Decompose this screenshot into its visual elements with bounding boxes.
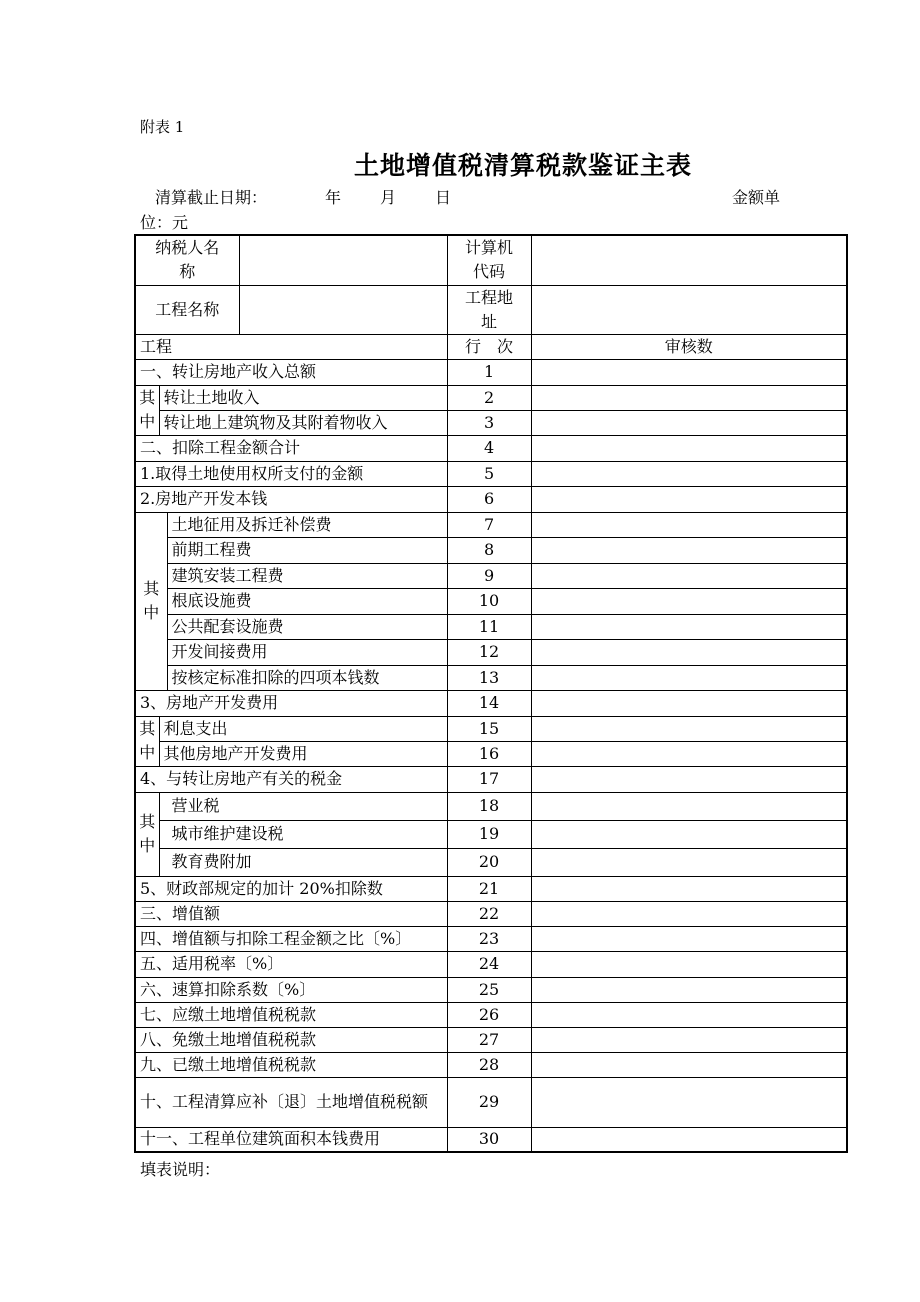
row-line-number: 27 (447, 1027, 531, 1052)
audit-value-cell[interactable] (531, 716, 847, 741)
row-line-number: 3 (447, 410, 531, 435)
audit-value-cell[interactable] (531, 359, 847, 385)
table-row (135, 1027, 847, 1052)
row-line-number: 19 (447, 820, 531, 848)
row-line-number: 24 (447, 951, 531, 977)
row-line-number: 21 (447, 876, 531, 901)
audit-value-cell[interactable] (531, 614, 847, 639)
project-name-field[interactable] (239, 285, 447, 334)
audit-value-cell[interactable] (531, 741, 847, 766)
audit-value-cell[interactable] (531, 1077, 847, 1127)
audit-value-cell[interactable] (531, 951, 847, 977)
table-row (135, 766, 847, 792)
row-line-number: 4 (447, 435, 531, 461)
row-label: 3、房地产开发费用 (135, 690, 447, 716)
table-row (135, 1002, 847, 1027)
row-line-number: 8 (447, 537, 531, 563)
audit-value-cell[interactable] (531, 1052, 847, 1077)
row-label: 根底设施费 (167, 588, 447, 614)
amount-unit-label-cont: 位：元 (140, 213, 189, 232)
row-label: 5、财政部规定的加计 20%扣除数 (135, 876, 447, 901)
table-row (135, 716, 847, 741)
row-label: 城市维护建设税 (159, 820, 447, 848)
row-label: 二、扣除工程金额合计 (135, 435, 447, 461)
table-row (135, 741, 847, 766)
row-line-number: 14 (447, 690, 531, 716)
table-row (135, 792, 847, 820)
row-line-number: 7 (447, 512, 531, 537)
taxpayer-row (135, 235, 847, 285)
table-row (135, 926, 847, 951)
row-label: 六、速算扣除系数〔%〕 (135, 977, 447, 1002)
audit-value-cell[interactable] (531, 665, 847, 690)
column-header-item: 工程 (135, 334, 447, 359)
table-row (135, 435, 847, 461)
row-line-number: 25 (447, 977, 531, 1002)
row-line-number: 20 (447, 848, 531, 876)
table-row (135, 385, 847, 410)
column-header-audit: 审核数 (531, 334, 847, 359)
audit-value-cell[interactable] (531, 977, 847, 1002)
audit-value-cell[interactable] (531, 435, 847, 461)
row-line-number: 26 (447, 1002, 531, 1027)
table-row (135, 1127, 847, 1152)
page-title: 土地增值税清算税款鉴证主表 (353, 151, 692, 180)
taxpayer-name-field[interactable] (239, 235, 447, 285)
row-label: 前期工程费 (167, 537, 447, 563)
row-label: 土地征用及拆迁补偿费 (167, 512, 447, 537)
column-header-row (135, 334, 847, 359)
row-label: 其他房地产开发费用 (159, 741, 447, 766)
table-row (135, 876, 847, 901)
audit-value-cell[interactable] (531, 766, 847, 792)
row-label: 七、应缴土地增值税税款 (135, 1002, 447, 1027)
table-row (135, 951, 847, 977)
row-line-number: 15 (447, 716, 531, 741)
row-label: 利息支出 (159, 716, 447, 741)
row-label: 五、适用税率〔%〕 (135, 951, 447, 977)
table-row (135, 614, 847, 639)
audit-value-cell[interactable] (531, 512, 847, 537)
table-row (135, 410, 847, 435)
computer-code-label: 计算机 代码 (447, 235, 531, 285)
project-address-label: 工程地 址 (447, 285, 531, 334)
row-line-number: 18 (447, 792, 531, 820)
audit-value-cell[interactable] (531, 690, 847, 716)
fill-instructions-label: 填表说明： (140, 1160, 221, 1179)
audit-value-cell[interactable] (531, 588, 847, 614)
row-label: 八、免缴土地增值税税款 (135, 1027, 447, 1052)
group-label-other: 其 中 (135, 716, 159, 766)
audit-value-cell[interactable] (531, 639, 847, 665)
row-label: 一、转让房地产收入总额 (135, 359, 447, 385)
row-line-number: 11 (447, 614, 531, 639)
group-label-other: 其 中 (135, 792, 159, 876)
row-line-number: 22 (447, 901, 531, 926)
row-label: 转让地上建筑物及其附着物收入 (159, 410, 447, 435)
table-row (135, 537, 847, 563)
row-label: 教育费附加 (159, 848, 447, 876)
audit-value-cell[interactable] (531, 563, 847, 588)
row-label: 2.房地产开发本钱 (135, 486, 447, 512)
row-line-number: 17 (447, 766, 531, 792)
table-row (135, 512, 847, 537)
row-line-number: 6 (447, 486, 531, 512)
annex-label: 附表 1 (140, 118, 185, 136)
audit-value-cell[interactable] (531, 461, 847, 486)
row-line-number: 9 (447, 563, 531, 588)
row-label: 公共配套设施费 (167, 614, 447, 639)
audit-value-cell[interactable] (531, 1027, 847, 1052)
row-label: 营业税 (159, 792, 447, 820)
table-row (135, 848, 847, 876)
group-label-other: 其 中 (135, 512, 167, 690)
computer-code-field[interactable] (531, 235, 847, 285)
group-label-other: 其 中 (135, 385, 159, 435)
month-label: 月 (380, 188, 397, 207)
audit-value-cell[interactable] (531, 926, 847, 951)
audit-value-cell[interactable] (531, 385, 847, 410)
row-label: 十、工程清算应补〔退〕土地增值税税额 (135, 1077, 447, 1127)
audit-value-cell[interactable] (531, 410, 847, 435)
table-row (135, 639, 847, 665)
row-label: 建筑安装工程费 (167, 563, 447, 588)
amount-unit-label: 金额单 (732, 188, 781, 207)
row-line-number: 30 (447, 1127, 531, 1152)
year-label: 年 (325, 188, 342, 207)
table-row (135, 563, 847, 588)
audit-value-cell[interactable] (531, 537, 847, 563)
row-label: 四、增值额与扣除工程金额之比〔%〕 (135, 926, 447, 951)
row-line-number: 5 (447, 461, 531, 486)
audit-value-cell[interactable] (531, 486, 847, 512)
audit-value-cell[interactable] (531, 1127, 847, 1152)
taxpayer-name-label: 纳税人名 称 (135, 235, 239, 285)
audit-value-cell[interactable] (531, 848, 847, 876)
table-row (135, 901, 847, 926)
row-line-number: 16 (447, 741, 531, 766)
row-label: 开发间接费用 (167, 639, 447, 665)
audit-value-cell[interactable] (531, 792, 847, 820)
cutoff-date-label: 清算截止日期： (155, 188, 268, 207)
table-row (135, 588, 847, 614)
row-line-number: 29 (447, 1077, 531, 1127)
project-name-label: 工程名称 (135, 285, 239, 334)
row-line-number: 23 (447, 926, 531, 951)
row-line-number: 12 (447, 639, 531, 665)
row-label: 九、已缴土地增值税税款 (135, 1052, 447, 1077)
row-label: 三、增值额 (135, 901, 447, 926)
table-row (135, 1077, 847, 1127)
row-line-number: 10 (447, 588, 531, 614)
audit-value-cell[interactable] (531, 901, 847, 926)
row-line-number: 28 (447, 1052, 531, 1077)
audit-value-cell[interactable] (531, 1002, 847, 1027)
row-line-number: 1 (447, 359, 531, 385)
column-header-line: 行 次 (447, 334, 531, 359)
table-row (135, 977, 847, 1002)
day-label: 日 (435, 188, 452, 207)
table-row (135, 359, 847, 385)
audit-value-cell[interactable] (531, 820, 847, 848)
table-row (135, 820, 847, 848)
row-label: 4、与转让房地产有关的税金 (135, 766, 447, 792)
project-row (135, 285, 847, 334)
row-label: 转让土地收入 (159, 385, 447, 410)
table-row (135, 461, 847, 486)
table-row (135, 690, 847, 716)
row-line-number: 2 (447, 385, 531, 410)
tax-verification-table (134, 234, 848, 1153)
audit-value-cell[interactable] (531, 876, 847, 901)
project-address-field[interactable] (531, 285, 847, 334)
table-row (135, 486, 847, 512)
table-row (135, 665, 847, 690)
row-label: 十一、工程单位建筑面积本钱费用 (135, 1127, 447, 1152)
row-label: 1.取得土地使用权所支付的金额 (135, 461, 447, 486)
row-label: 按核定标准扣除的四项本钱数 (167, 665, 447, 690)
table-row (135, 1052, 847, 1077)
row-line-number: 13 (447, 665, 531, 690)
